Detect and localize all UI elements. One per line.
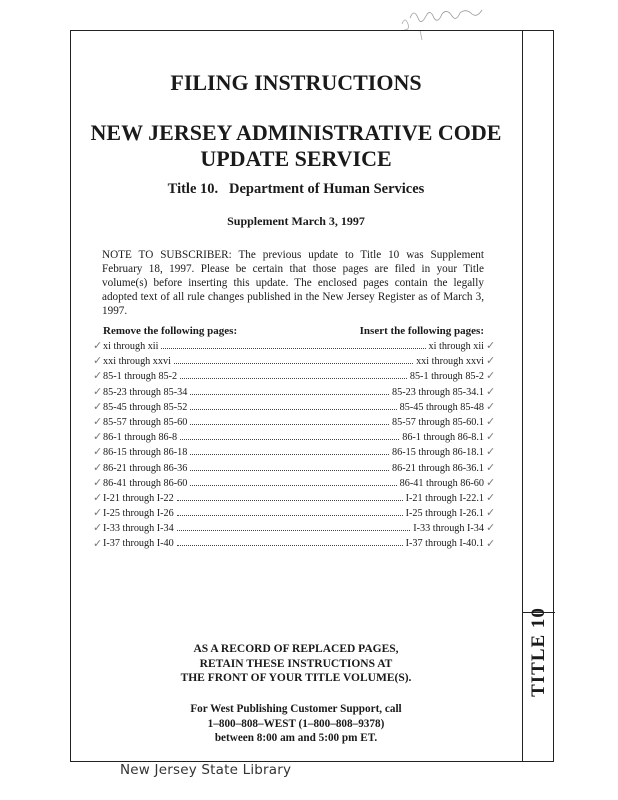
page-row: [103, 430, 484, 445]
dot-leader: [177, 491, 403, 501]
handwritten-check-icon: ✓: [486, 446, 496, 459]
remove-column-header: Remove the following pages:: [103, 325, 238, 337]
page-row: [103, 354, 484, 369]
handwritten-check-icon: ✓: [486, 537, 496, 550]
remove-pages: 86-1 through 86-8: [103, 432, 178, 444]
insert-pages: xxi through xxvi: [416, 356, 484, 368]
title-tab: TITLE 10: [528, 607, 549, 697]
dot-leader: [180, 369, 407, 379]
insert-pages: 86-21 through 86-36.1: [392, 462, 484, 474]
insert-pages: 86-41 through 86-60: [399, 477, 484, 489]
library-stamp: New Jersey State Library: [120, 762, 292, 778]
insert-pages: 86-15 through 86-18.1: [392, 447, 484, 459]
remove-pages: 85-23 through 85-34: [103, 386, 188, 398]
handwritten-check-icon: ✓: [486, 340, 496, 352]
handwritten-check-icon: ✓: [93, 355, 103, 368]
dot-leader: [190, 445, 389, 455]
insert-pages: I-25 through I-26.1: [405, 508, 484, 520]
handwritten-check-icon: ✓: [486, 522, 496, 535]
dot-leader: [161, 339, 425, 349]
title-line: Title 10. Department of Human Services: [167, 181, 425, 197]
support-hours: between 8:00 am and 5:00 pm ET.: [214, 732, 378, 744]
handwritten-check-icon: ✓: [486, 507, 496, 520]
record-notice: [72, 642, 520, 686]
dot-leader: [190, 476, 396, 486]
insert-pages: 85-23 through 85-34.1: [392, 386, 484, 398]
handwritten-check-icon: ✓: [93, 492, 103, 504]
page-row: [103, 400, 484, 415]
page-row: [103, 521, 484, 536]
dot-leader: [190, 385, 389, 395]
remove-pages: I-33 through I-34: [103, 523, 174, 535]
handwritten-check-icon: ✓: [93, 400, 103, 413]
dot-leader: [177, 536, 403, 546]
page-row: [103, 461, 484, 476]
remove-pages: 86-41 through 86-60: [103, 477, 188, 489]
page-row: [103, 491, 484, 506]
handwritten-check-icon: ✓: [93, 340, 103, 352]
insert-column-header: Insert the following pages:: [359, 325, 484, 337]
page-row: [103, 476, 484, 491]
page-row: [103, 445, 484, 460]
insert-pages: I-21 through I-22.1: [405, 492, 484, 504]
remove-pages: I-25 through I-26: [103, 508, 174, 520]
handwritten-check-icon: ✓: [93, 446, 103, 459]
dot-leader: [177, 521, 411, 531]
page-title: FILING INSTRUCTIONS: [170, 70, 422, 95]
dot-leader: [190, 415, 389, 425]
handwritten-check-icon: ✓: [486, 492, 496, 504]
insert-pages: 85-57 through 85-60.1: [392, 416, 484, 428]
support-line-1: For West Publishing Customer Support, call: [190, 703, 402, 715]
remove-pages: xxi through xxvi: [103, 356, 171, 368]
handwritten-check-icon: ✓: [486, 400, 496, 413]
subtitle-line-1: NEW JERSEY ADMINISTRATIVE CODE: [90, 120, 502, 145]
remove-pages: 85-57 through 85-60: [103, 416, 188, 428]
handwritten-check-icon: ✓: [93, 476, 103, 489]
handwritten-check-icon: ✓: [486, 476, 496, 489]
page-list: [103, 339, 484, 552]
dot-leader: [190, 461, 389, 471]
subtitle-line-2: UPDATE SERVICE: [200, 146, 392, 171]
page-subtitle: [72, 120, 520, 172]
handwritten-check-icon: ✓: [486, 370, 496, 383]
handwritten-check-icon: ✓: [93, 416, 103, 428]
dot-leader: [174, 354, 413, 364]
customer-support: [72, 702, 520, 746]
page-row: [103, 339, 484, 354]
subscriber-note: NOTE TO SUBSCRIBER: The previous update to Title 10 was Supplement February 18, 1997. Please be certain that those pages are filed in your Title volume(s) before inserting this update. The enclosed pages contain the legally adopted text of all rule changes published in the New Jersey Register as of March 3, 1997.: [102, 249, 484, 317]
page-row: [103, 369, 484, 384]
insert-pages: I-37 through I-40.1: [405, 538, 484, 550]
handwritten-check-icon: ✓: [93, 507, 103, 520]
remove-pages: 85-1 through 85-2: [103, 371, 178, 383]
remove-pages: xi through xii: [103, 341, 159, 352]
page-row: [103, 385, 484, 400]
page-row: [103, 506, 484, 521]
handwritten-check-icon: ✓: [93, 385, 103, 398]
record-notice-line-2: RETAIN THESE INSTRUCTIONS AT: [199, 657, 393, 670]
remove-pages: I-37 through I-40: [103, 538, 174, 550]
handwritten-check-icon: ✓: [486, 355, 496, 368]
handwritten-check-icon: ✓: [486, 431, 496, 444]
handwritten-check-icon: ✓: [93, 370, 103, 383]
record-notice-line-1: AS A RECORD OF REPLACED PAGES,: [193, 643, 399, 655]
dot-leader: [190, 400, 396, 410]
handwritten-check-icon: ✓: [93, 431, 103, 444]
handwritten-check-icon: ✓: [486, 461, 496, 474]
support-phone: 1–800–808–WEST (1–800–808–9378): [207, 717, 385, 730]
insert-pages: 85-1 through 85-2: [409, 371, 484, 383]
handwritten-check-icon: ✓: [93, 522, 103, 535]
insert-pages: 85-45 through 85-48: [399, 401, 484, 413]
page-row: [103, 415, 484, 430]
dot-leader: [177, 506, 403, 516]
page-row: [103, 536, 484, 551]
remove-pages: 86-15 through 86-18: [103, 447, 188, 459]
remove-pages: 86-21 through 86-36: [103, 462, 188, 474]
insert-pages: xi through xii: [428, 341, 484, 352]
remove-pages: 85-45 through 85-52: [103, 401, 188, 413]
insert-pages: I-33 through I-34: [413, 523, 484, 535]
insert-pages: 86-1 through 86-8.1: [402, 432, 484, 444]
supplement-date: Supplement March 3, 1997: [227, 214, 365, 228]
handwritten-check-icon: ✓: [486, 385, 496, 398]
remove-pages: I-21 through I-22: [103, 492, 174, 504]
handwritten-check-icon: ✓: [93, 537, 103, 550]
handwritten-check-icon: ✓: [93, 461, 103, 474]
record-notice-line-3: THE FRONT OF YOUR TITLE VOLUME(S).: [180, 672, 412, 684]
handwritten-check-icon: ✓: [486, 416, 496, 428]
dot-leader: [180, 430, 399, 440]
